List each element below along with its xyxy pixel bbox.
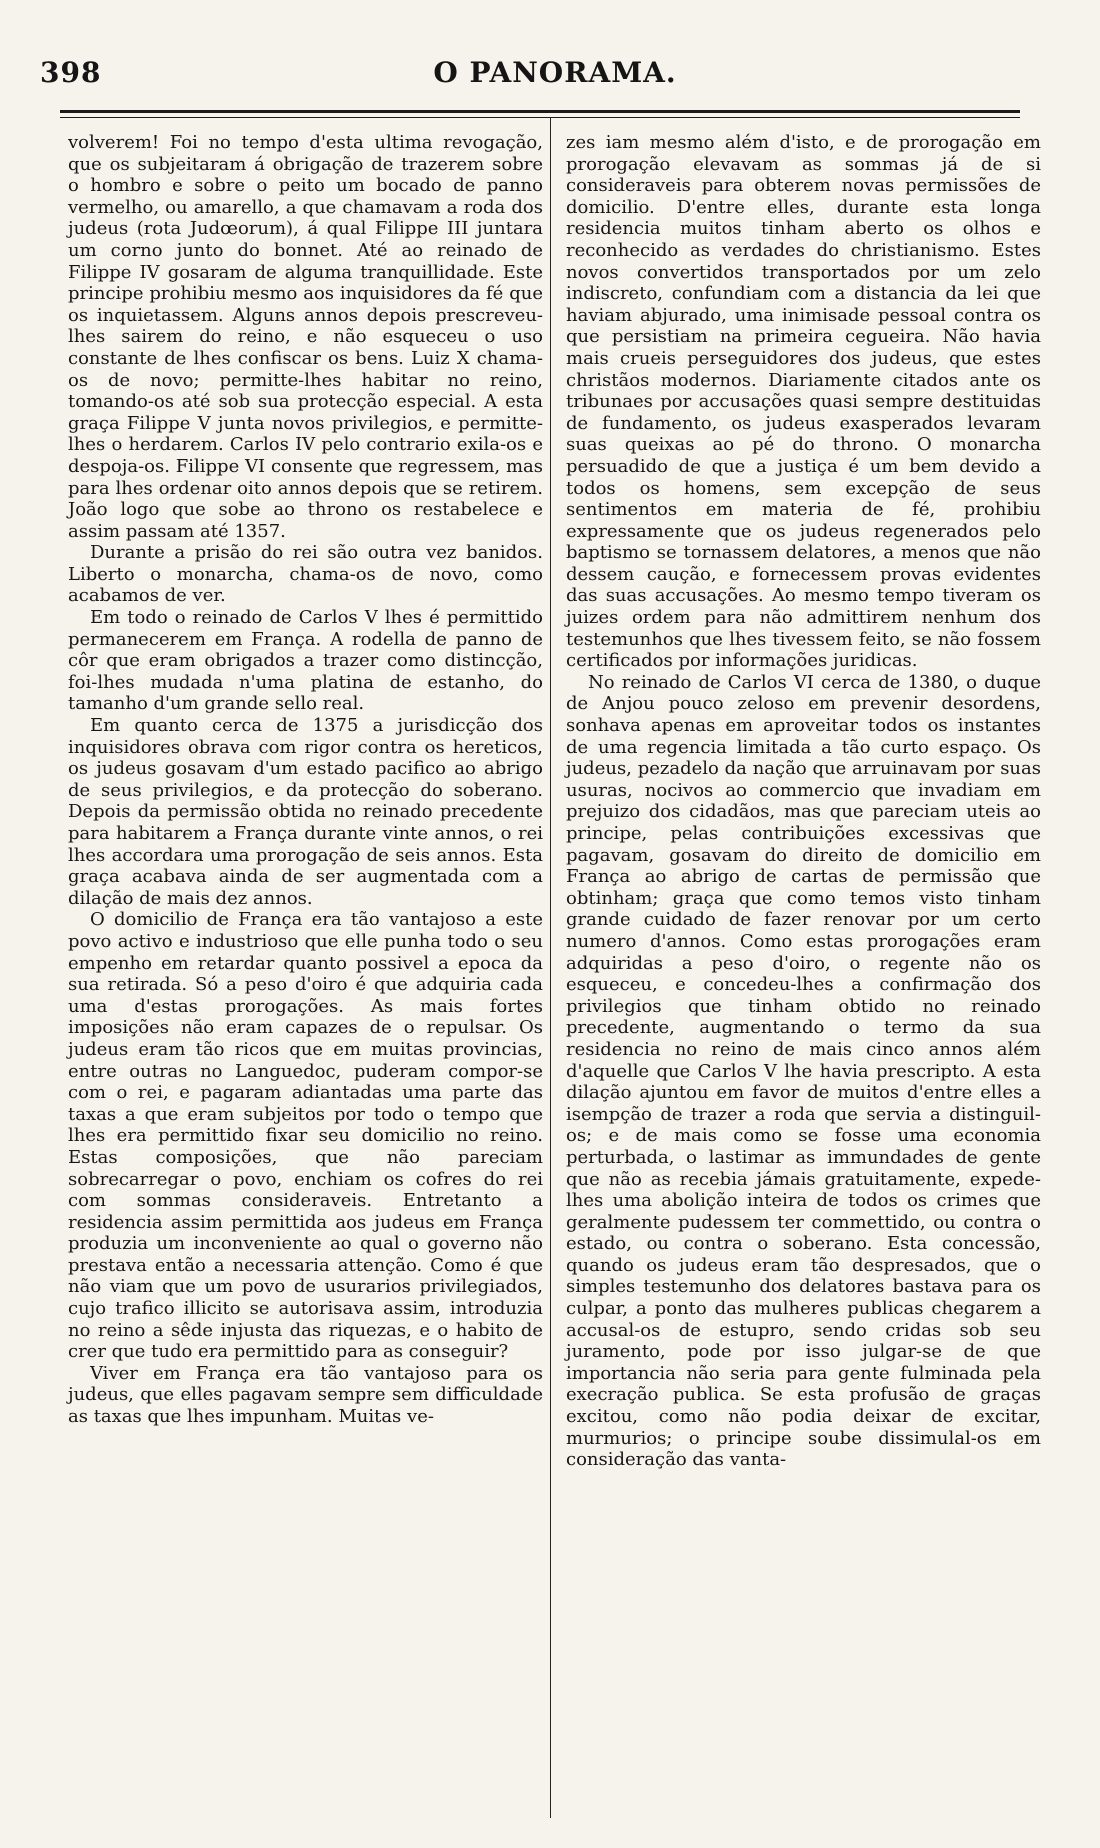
paragraph: No reinado de Carlos VI cerca de 1380, o duque de Anjou pouco zeloso em prevenir desordens, sonhava apenas em aproveitar todos os instantes de uma regencia limitada a tão curto espaço. Os judeus, pezadelo da nação que arruinavam por suas usuras, nocivos ao commercio que invadiam em prejuizo dos cidadãos, mas que pareciam uteis ao principe, pelas contribuições excessivas que pagavam, gosavam do direito de domicilio em França ao abrigo de cartas de permissão que obtinham; graça que como temos visto tinham grande cuidado de fazer renovar por um certo numero d'annos. Como estas prorogações eram adquiridas a peso d'oiro, o regente não os esqueceu, e concedeu-lhes a confirmação dos privilegios que tinham obtido no reinado precedente, augmentando o termo da sua residencia no reino de mais cinco annos além d'aquelle que Carlos V lhe havia prescripto. A esta dilação ajuntou em favor de muitos d'entre elles a isempção de trazer a roda que servia a distinguil-os; e de mais como se fosse uma economia perturbada, o lastimar as immundades de gente que não as recebia jámais gratuitamente, expede-lhes uma abolição inteira de todos os crimes que geralmente pudessem ter commettido, ou contra o estado, ou contra o soberano. Esta concessão, quando os judeus eram tão despresados, que o simples testemunho dos delatores bastava para os culpar, a ponto das mulheres publicas chegarem a accusal-os de estupro, sendo cridas sob seu juramento, pode por isso julgar-se de que importancia não seria para gente fulminada pela execração publica. Se esta profusão de graças excitou, como não podia deixar de excitar, murmurios; o principe soube dissimulal-os em consideração das vanta-: [566, 671, 1041, 1471]
paragraph: volverem! Foi no tempo d'esta ultima revogação, que os subjeitaram á obrigação de trazerem sobre o hombro e sobre o peito um bocado de panno vermelho, ou amarello, a que chamavam a roda dos judeus (rota Judœorum), á qual Filippe III juntara um corno junto do bonnet. Até ao reinado de Filippe IV gosaram de alguma tranquillidade. Este principe prohibiu mesmo aos inquisidores da fé que os inquietassem. Alguns annos depois prescreveu-lhes sairem do reino, e não esqueceu o uso constante de lhes confiscar os bens. Luiz X chama-os de novo; permitte-lhes habitar no reino, tomando-os até sob sua protecção especial. A esta graça Filippe V junta novos privilegios, e permitte-lhes o herdarem. Carlos IV pelo contrario exila-os e despoja-os. Filippe VI consente que regressem, mas para lhes ordenar oito annos depois que se retirem. João logo que sobe ao throno os restabelece e assim passam até 1357.: [68, 132, 543, 542]
masthead: [30, 52, 1080, 96]
paragraph: O domicilio de França era tão vantajoso a este povo activo e industrioso que elle punha todo o seu empenho em retardar quanto possivel a epoca da sua retirada. Só a peso d'oiro é que adquiria cada uma d'estas prorogações. As mais fortes imposições não eram capazes de o repulsar. Os judeus eram tão ricos que em muitas provincias, entre outras no Languedoc, puderam compor-se com o rei, e pagaram adiantadas uma parte das taxas a que eram subjeitos por todo o tempo que lhes era permittido fixar seu domicilio no reino. Estas composições, que não pareciam sobrecarregar o povo, enchiam os cofres do rei com sommas consideraveis. Entretanto a residencia assim permittida aos judeus em França produzia um inconveniente ao qual o governo não prestava então a necessaria attenção. Como é que não viam que um povo de usurarios privilegiados, cujo trafico illicito se autorisava assim, introduzia no reino a sêde injusta das riquezas, e o habito de crer que tudo era permittido para as conseguir?: [68, 909, 543, 1363]
left-column: [68, 132, 543, 1428]
paragraph: Em quanto cerca de 1375 a jurisdicção dos inquisidores obrava com rigor contra os hereticos, os judeus gosavam d'um estado pacifico ao abrigo de seus privilegios, e da protecção do soberano. Depois da permissão obtida no reinado precedente para habitarem a França durante vinte annos, o rei lhes accordara uma prorogação de seis annos. Esta graça acabava ainda de ser augmentada com a dilação de mais dez annos.: [68, 715, 543, 909]
paragraph: Durante a prisão do rei são outra vez banidos. Liberto o monarcha, chama-os de novo, como acabamos de ver.: [68, 542, 543, 607]
paragraph: Viver em França era tão vantajoso para os judeus, que elles pagavam sempre sem difficuldade as taxas que lhes impunham. Muitas ve-: [68, 1362, 543, 1428]
right-column: [566, 132, 1041, 1471]
page-number: 398: [40, 56, 102, 89]
column-divider: [550, 118, 551, 1818]
header-rule: [60, 110, 1020, 113]
paragraph: zes iam mesmo além d'isto, e de prorogação em prorogação elevavam as sommas já de si consideraveis para obterem novas permissões de domicilio. D'entre elles, durante esta longa residencia muitos tinham aberto os olhos e reconhecido as verdades do christianismo. Estes novos convertidos transportados por um zelo indiscreto, confundiam com a distancia da lei que haviam abjurado, uma inimisade pessoal contra os que persistiam na primeira cegueira. Não havia mais crueis perseguidores dos judeus, que estes christãos modernos. Diariamente citados ante os tribunaes por accusações quasi sempre destituidas de fundamento, os judeus exasperados levaram suas queixas ao pé do throno. O monarcha persuadido de que a justiça é um bem devido a todos os homens, sem excepção de seus sentimentos em materia de fé, prohibiu expressamente que os judeus regenerados pelo baptismo se tornassem delatores, a menos que não dessem caução, e fornecessem provas evidentes das suas accusações. Ao mesmo tempo tiveram os juizes ordem para não admittirem nenhum dos testemunhos que lhes tivessem feito, se não fossem certificados por informações juridicas.: [566, 132, 1041, 672]
journal-title: O PANORAMA.: [433, 56, 677, 89]
paragraph: Em todo o reinado de Carlos V lhes é permittido permanecerem em França. A rodella de panno de côr que eram obrigados a trazer como distincção, foi-lhes mudada n'uma platina de estanho, do tamanho d'um grande sello real.: [68, 607, 543, 715]
